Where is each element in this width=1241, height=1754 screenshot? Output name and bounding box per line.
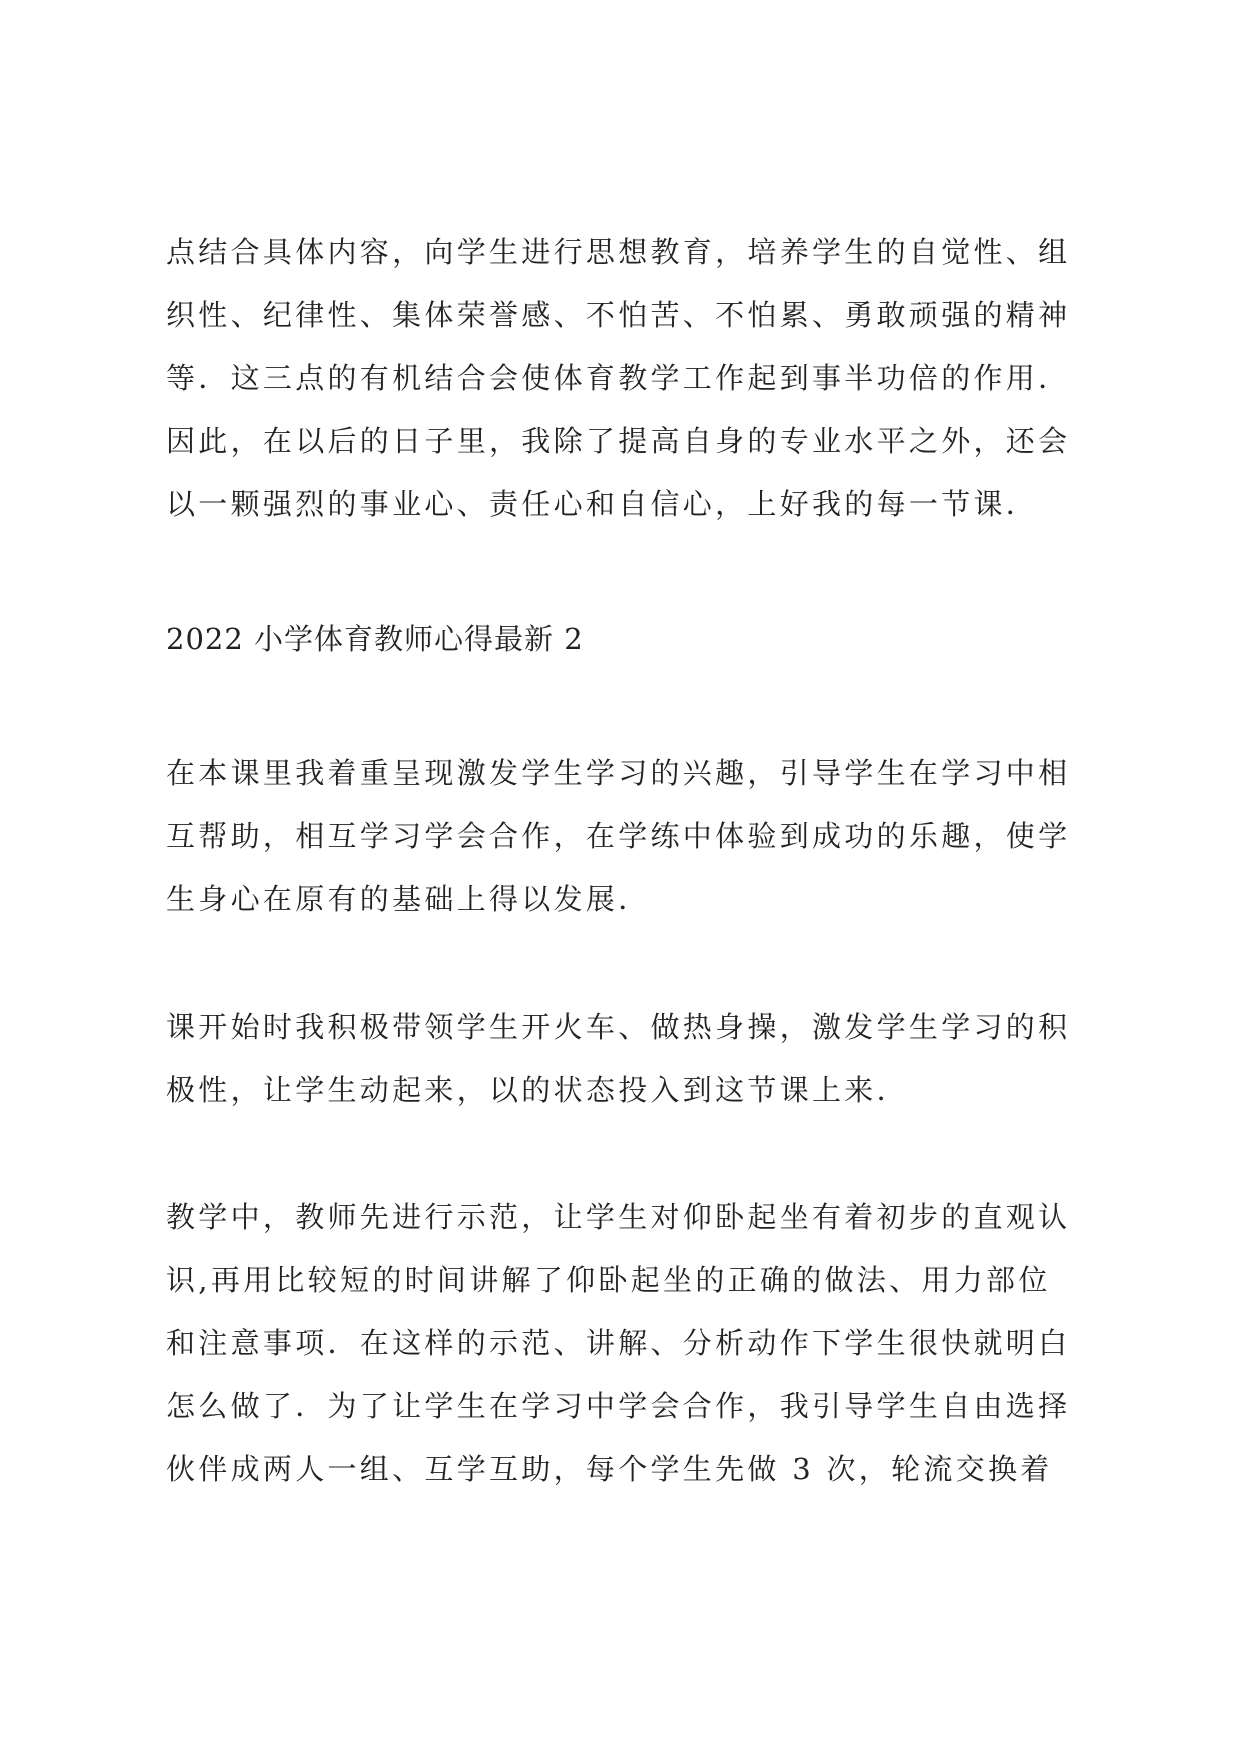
text-line: 点结合具体内容，向学生进行思想教育，培养学生的自觉性、组 xyxy=(166,235,1071,269)
section-heading: 2022 小学体育教师心得最新 2 xyxy=(166,622,584,656)
text-line: 生身心在原有的基础上得以发展． xyxy=(166,882,651,916)
text-line: 互帮助，相互学习学会合作，在学练中体验到成功的乐趣，使学 xyxy=(166,819,1071,853)
text-line: 和注意事项．在这样的示范、讲解、分析动作下学生很快就明白 xyxy=(166,1326,1071,1360)
text-line: 识,再用比较短的时间讲解了仰卧起坐的正确的做法、用力部位 xyxy=(166,1263,1051,1297)
text-line: 等．这三点的有机结合会使体育教学工作起到事半功倍的作用． xyxy=(166,361,1071,395)
text-line: 怎么做了．为了让学生在学习中学会合作，我引导学生自由选择 xyxy=(166,1389,1071,1423)
text-line: 织性、纪律性、集体荣誉感、不怕苦、不怕累、勇敢顽强的精神 xyxy=(166,298,1071,332)
text-line: 在本课里我着重呈现激发学生学习的兴趣，引导学生在学习中相 xyxy=(166,756,1071,790)
text-line: 以一颗强烈的事业心、责任心和自信心，上好我的每一节课． xyxy=(166,487,1039,521)
text-line: 伙伴成两人一组、互学互助，每个学生先做 3 次，轮流交换着 xyxy=(166,1452,1053,1486)
text-line: 课开始时我积极带领学生开火车、做热身操，激发学生学习的积 xyxy=(166,1010,1071,1044)
text-line: 因此，在以后的日子里，我除了提高自身的专业水平之外，还会 xyxy=(166,424,1071,458)
text-line: 极性，让学生动起来，以的状态投入到这节课上来． xyxy=(166,1073,909,1107)
text-line: 教学中，教师先进行示范，让学生对仰卧起坐有着初步的直观认 xyxy=(166,1200,1071,1234)
